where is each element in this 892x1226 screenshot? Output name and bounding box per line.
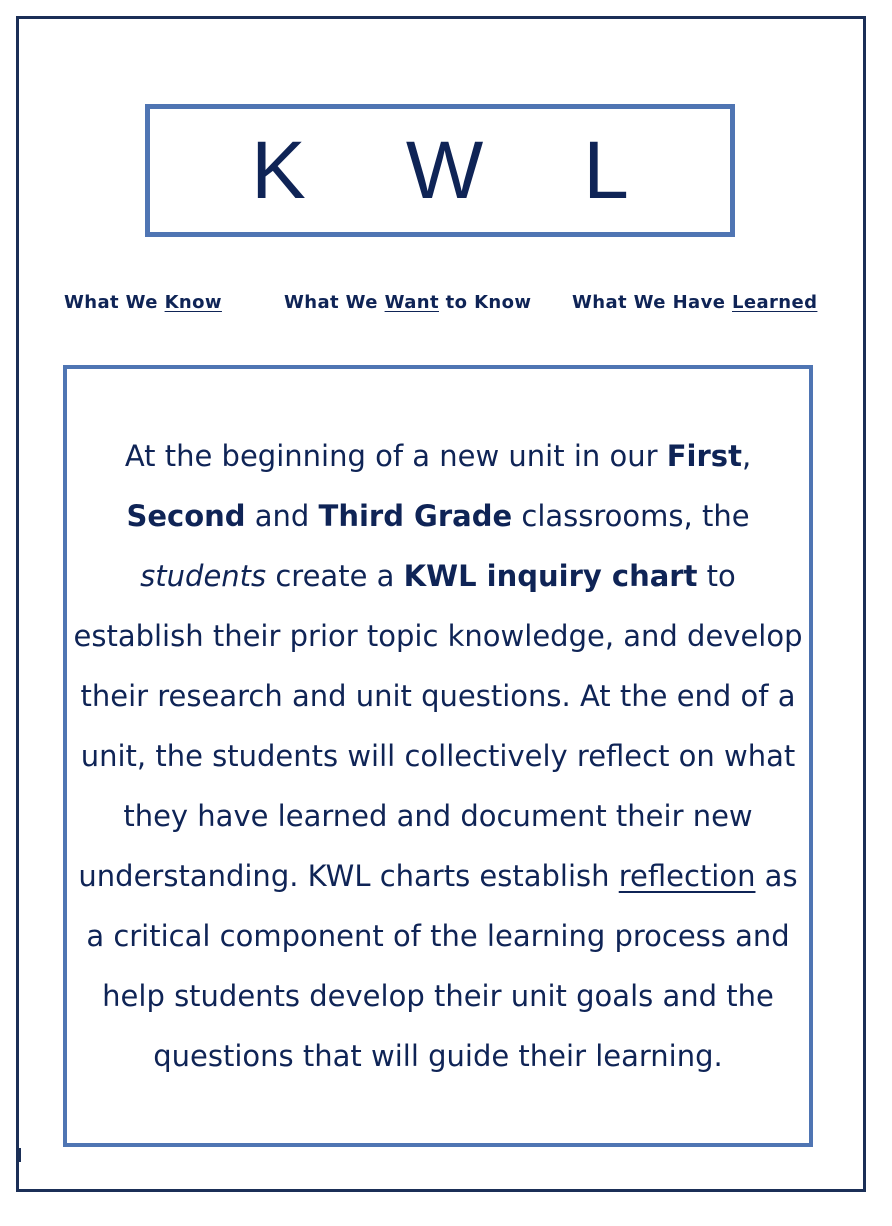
label-want-emphasis: Want xyxy=(384,292,439,313)
label-what-we-know xyxy=(64,292,222,313)
desc-text-3: and xyxy=(245,499,319,533)
desc-text-2: , xyxy=(741,439,752,473)
label-want-prefix: What We xyxy=(284,292,385,313)
label-know-prefix: What We xyxy=(64,292,165,313)
desc-text-5: create a xyxy=(266,559,404,593)
description-box xyxy=(63,365,813,1147)
kwl-labels-row xyxy=(0,292,892,320)
kwl-title-box xyxy=(145,104,735,237)
label-what-we-have-learned xyxy=(572,292,817,313)
desc-students: students xyxy=(140,559,267,593)
label-what-we-want-to-know xyxy=(284,292,531,313)
label-know-emphasis: Know xyxy=(164,292,222,313)
desc-text-4: classrooms, the xyxy=(512,499,750,533)
desc-second: Second xyxy=(126,499,246,533)
label-want-suffix: to Know xyxy=(438,292,532,313)
desc-kwl-inquiry-chart: KWL inquiry chart xyxy=(403,559,698,593)
label-learned-emphasis: Learned xyxy=(732,292,818,313)
page-edge-mark xyxy=(16,1148,21,1162)
title-letter-w: W xyxy=(405,124,484,216)
desc-first: First xyxy=(666,439,742,473)
description-paragraph xyxy=(73,426,803,1086)
desc-third-grade: Third Grade xyxy=(318,499,513,533)
label-learned-prefix: What We Have xyxy=(572,292,732,313)
title-letter-l: L xyxy=(583,124,629,216)
desc-text-6: to establish their prior topic knowledge, and develop their research and unit questions. At the end of a unit, the students will collectively reflect on what they have learned and document their new understanding. KWL charts establish xyxy=(73,559,803,893)
desc-text-7: as a critical component of the learning process and help students develop their unit goals and the questions that will guide their learning. xyxy=(86,859,798,1073)
title-letter-k: K xyxy=(251,124,306,216)
desc-text-1: At the beginning of a new unit in our xyxy=(124,439,667,473)
desc-reflection: reflection xyxy=(618,859,756,893)
